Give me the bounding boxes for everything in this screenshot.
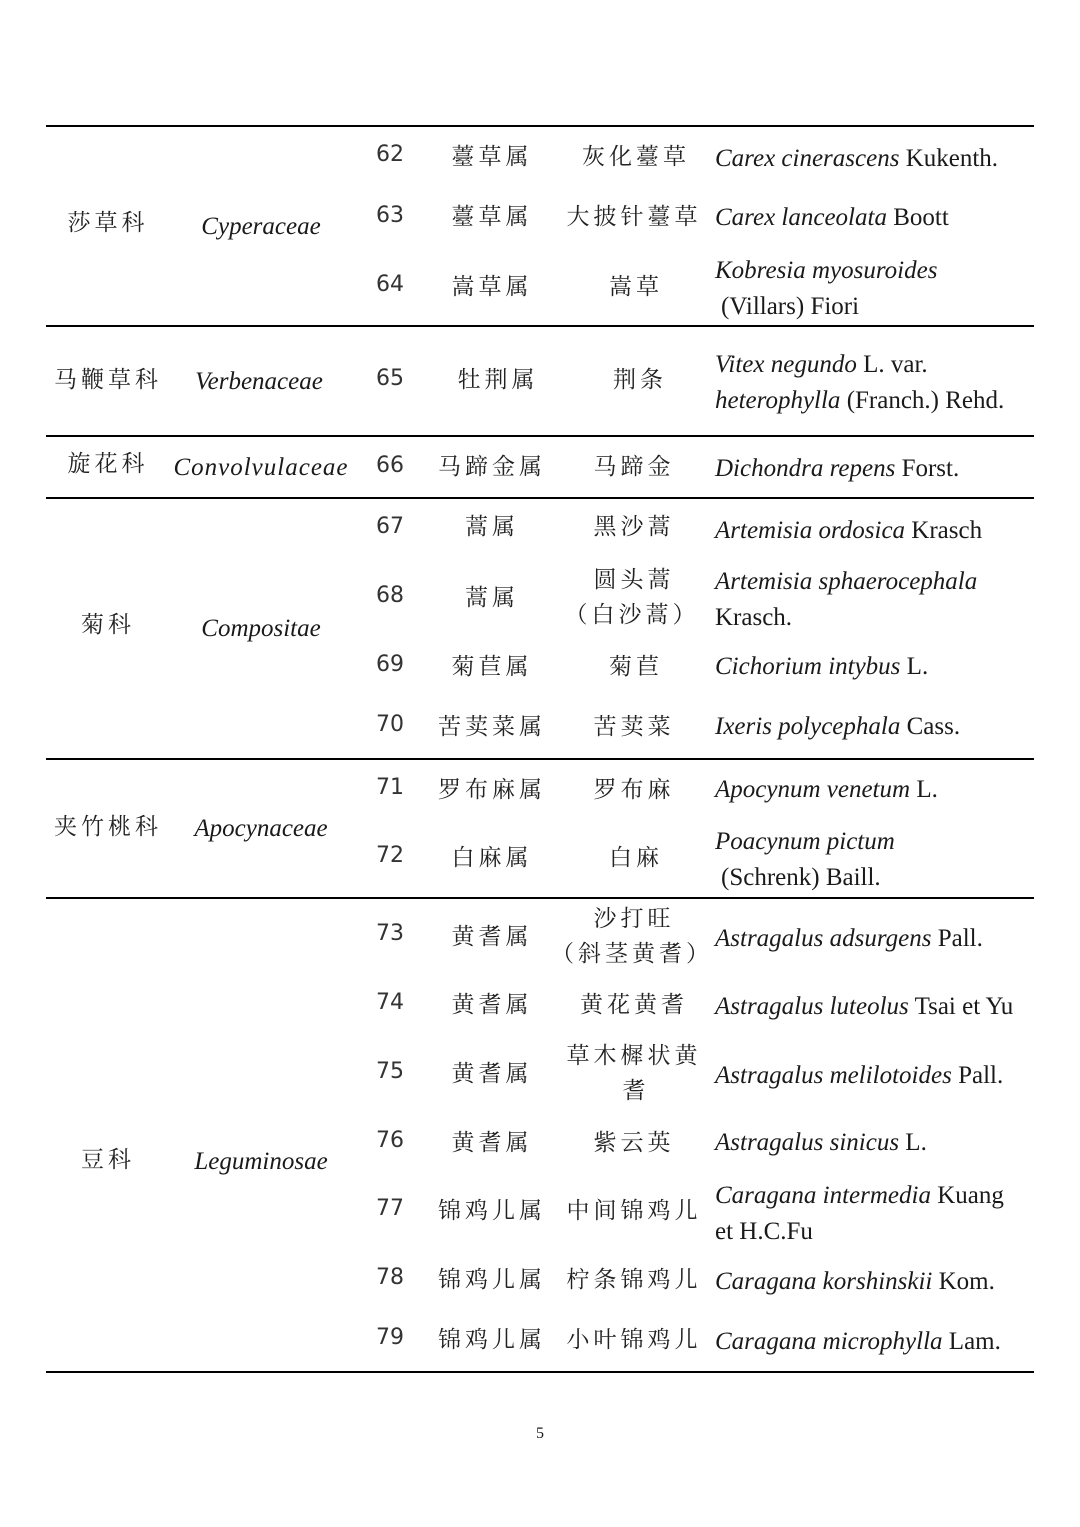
species-name: 沙打旺 — [593, 906, 675, 932]
species-name-line2: （白沙蒿） — [564, 602, 700, 628]
row-number: 72 — [376, 843, 404, 868]
genus-name: 薹草属 — [451, 144, 533, 170]
species-name: 嵩草 — [609, 274, 663, 300]
genus-name: 白麻属 — [451, 845, 533, 871]
row-number: 70 — [376, 712, 404, 737]
scientific-name: Dichondra repens Forst. — [715, 455, 960, 482]
genus-name: 苦荬菜属 — [438, 714, 546, 740]
genus-name: 黄耆属 — [451, 1061, 533, 1087]
genus-name: 嵩草属 — [451, 274, 533, 300]
row-number: 68 — [376, 583, 404, 608]
row-number: 62 — [376, 142, 404, 167]
species-name: 白麻 — [609, 845, 663, 871]
family-latin: Leguminosae — [194, 1148, 328, 1175]
genus-name: 蒿属 — [465, 585, 519, 611]
table-rule-top — [46, 125, 1034, 127]
scientific-name: Caragana microphylla Lam. — [715, 1328, 1001, 1355]
scientific-name: Astragalus luteolus Tsai et Yu — [715, 993, 1014, 1020]
genus-name: 锦鸡儿属 — [438, 1267, 546, 1293]
scientific-name: Artemisia sphaerocephala — [715, 568, 978, 595]
species-name: 紫云英 — [593, 1130, 675, 1156]
family-cn: 马鞭草科 — [54, 367, 162, 393]
scientific-name: Astragalus adsurgens Pall. — [715, 925, 983, 952]
row-number: 77 — [376, 1196, 404, 1221]
scientific-name: Artemisia ordosica Krasch — [715, 517, 983, 544]
row-number: 79 — [376, 1325, 404, 1350]
genus-name: 牡荆属 — [457, 367, 539, 393]
row-number: 69 — [376, 652, 404, 677]
species-name-line2: （斜茎黄耆） — [551, 941, 713, 967]
row-number: 75 — [376, 1059, 404, 1084]
table-rule — [46, 497, 1034, 499]
family-latin: Compositae — [201, 615, 321, 642]
family-latin: Verbenaceae — [195, 368, 323, 395]
species-name: 灰化薹草 — [582, 144, 690, 170]
page-number: 5 — [536, 1425, 544, 1442]
species-name: 苦荬菜 — [593, 714, 675, 740]
table-rule — [46, 897, 1034, 899]
family-cn: 夹竹桃科 — [54, 814, 162, 840]
species-name: 柠条锦鸡儿 — [566, 1267, 702, 1293]
scientific-name: Caragana korshinskii Kom. — [715, 1268, 995, 1295]
species-name: 小叶锦鸡儿 — [566, 1327, 702, 1353]
family-latin: Cyperaceae — [201, 213, 321, 240]
species-name: 黄花黄耆 — [580, 992, 688, 1018]
scientific-name: Poacynum pictum — [715, 828, 895, 855]
genus-name: 菊苣属 — [451, 654, 533, 680]
species-name: 中间锦鸡儿 — [566, 1198, 702, 1224]
scientific-name-author: Krasch. — [715, 604, 793, 631]
scientific-name: Cichorium intybus L. — [715, 653, 929, 680]
row-number: 66 — [376, 453, 404, 478]
scientific-name: Kobresia myosuroides — [715, 257, 938, 284]
row-number: 64 — [376, 272, 404, 297]
species-name: 罗布麻 — [593, 777, 675, 803]
scientific-name: Carex cinerascens Kukenth. — [715, 145, 999, 172]
family-cn: 豆科 — [81, 1147, 135, 1173]
scientific-name-line2: et H.C.Fu — [715, 1218, 813, 1245]
table-rule — [46, 325, 1034, 327]
row-number: 67 — [376, 514, 404, 539]
row-number: 71 — [376, 775, 404, 800]
scientific-name: Carex lanceolata Boott — [715, 204, 949, 231]
genus-name: 黄耆属 — [451, 1130, 533, 1156]
scientific-name-author: (Schrenk) Baill. — [721, 864, 881, 891]
table-rule-bottom — [46, 1371, 1034, 1373]
genus-name: 罗布麻属 — [438, 777, 546, 803]
table-rule — [46, 758, 1034, 760]
species-name: 马蹄金 — [593, 454, 675, 480]
row-number: 76 — [376, 1128, 404, 1153]
family-latin: Convolvulaceae — [173, 454, 349, 481]
family-latin: Apocynaceae — [194, 815, 328, 842]
genus-name: 薹草属 — [451, 204, 533, 230]
genus-name: 锦鸡儿属 — [438, 1327, 546, 1353]
table-rule — [46, 435, 1034, 437]
species-name: 荆条 — [613, 367, 667, 393]
species-name: 菊苣 — [609, 654, 663, 680]
row-number: 73 — [376, 921, 404, 946]
scientific-name: Caragana intermedia Kuang — [715, 1182, 1004, 1209]
species-name-line2: 耆 — [622, 1078, 650, 1104]
row-number: 78 — [376, 1265, 404, 1290]
row-number: 74 — [376, 990, 404, 1015]
family-cn: 旋花科 — [67, 451, 149, 477]
genus-name: 锦鸡儿属 — [438, 1198, 546, 1224]
scientific-name: Apocynum venetum L. — [715, 776, 938, 803]
family-cn: 菊科 — [81, 612, 135, 638]
scientific-name-author: (Villars) Fiori — [721, 293, 860, 320]
genus-name: 马蹄金属 — [438, 454, 546, 480]
scientific-name: Vitex negundo L. var. — [715, 351, 928, 378]
species-name: 黑沙蒿 — [593, 514, 675, 540]
species-name: 大披针薹草 — [566, 204, 702, 230]
scientific-name-line2: heterophylla (Franch.) Rehd. — [715, 387, 1005, 414]
species-name: 圆头蒿 — [593, 567, 675, 593]
genus-name: 蒿属 — [465, 514, 519, 540]
genus-name: 黄耆属 — [451, 924, 533, 950]
row-number: 65 — [376, 366, 404, 391]
species-name: 草木樨状黄 — [566, 1043, 702, 1069]
scientific-name: Ixeris polycephala Cass. — [715, 713, 961, 740]
scientific-name: Astragalus melilotoides Pall. — [715, 1062, 1004, 1089]
family-cn: 莎草科 — [67, 210, 149, 236]
scientific-name: Astragalus sinicus L. — [715, 1129, 927, 1156]
genus-name: 黄耆属 — [451, 992, 533, 1018]
row-number: 63 — [376, 203, 404, 228]
